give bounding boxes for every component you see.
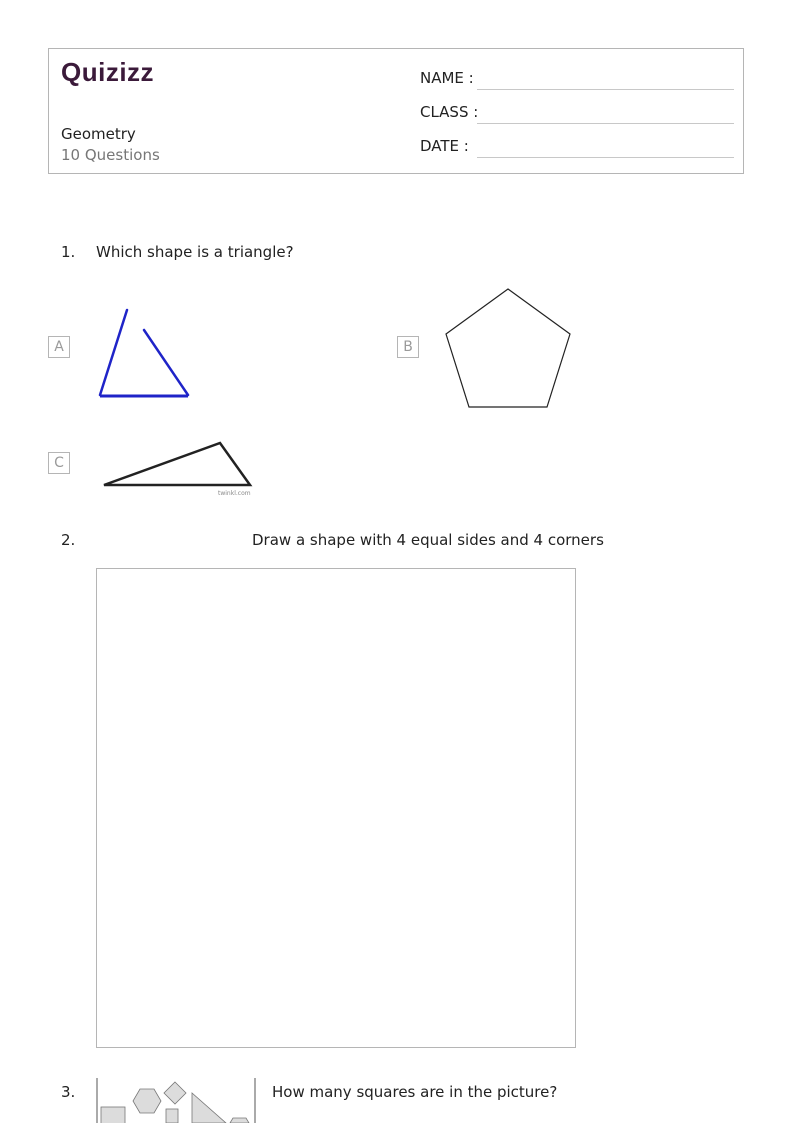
pentagon-image: [440, 284, 576, 412]
class-line[interactable]: [477, 123, 734, 124]
blue-triangle-image: [96, 288, 196, 404]
name-label: NAME :: [420, 69, 474, 87]
class-field[interactable]: [420, 103, 734, 125]
worksheet-title: Geometry: [61, 125, 136, 143]
question-2-text: Draw a shape with 4 equal sides and 4 corners: [252, 531, 604, 549]
worksheet-header: [48, 48, 744, 174]
image-caption: twinkl.com: [218, 490, 251, 497]
question-3-number: 3.: [61, 1083, 76, 1101]
question-3-text: How many squares are in the picture?: [272, 1083, 558, 1101]
name-line[interactable]: [477, 89, 734, 90]
class-label: CLASS :: [420, 103, 479, 121]
quizizz-logo: Quizizz: [61, 57, 155, 87]
question-1-text: Which shape is a triangle?: [96, 243, 294, 261]
option-b-box[interactable]: B: [397, 336, 419, 358]
drawing-area[interactable]: [96, 568, 576, 1048]
date-field[interactable]: [420, 137, 734, 159]
date-label: DATE :: [420, 137, 469, 155]
date-line[interactable]: [477, 157, 734, 158]
shapes-image: [96, 1078, 258, 1123]
name-field[interactable]: [420, 69, 734, 91]
question-2-number: 2.: [61, 531, 76, 549]
question-count: 10 Questions: [61, 146, 160, 164]
option-a-box[interactable]: A: [48, 336, 70, 358]
option-c-box[interactable]: C: [48, 452, 70, 474]
question-1-number: 1.: [61, 243, 76, 261]
